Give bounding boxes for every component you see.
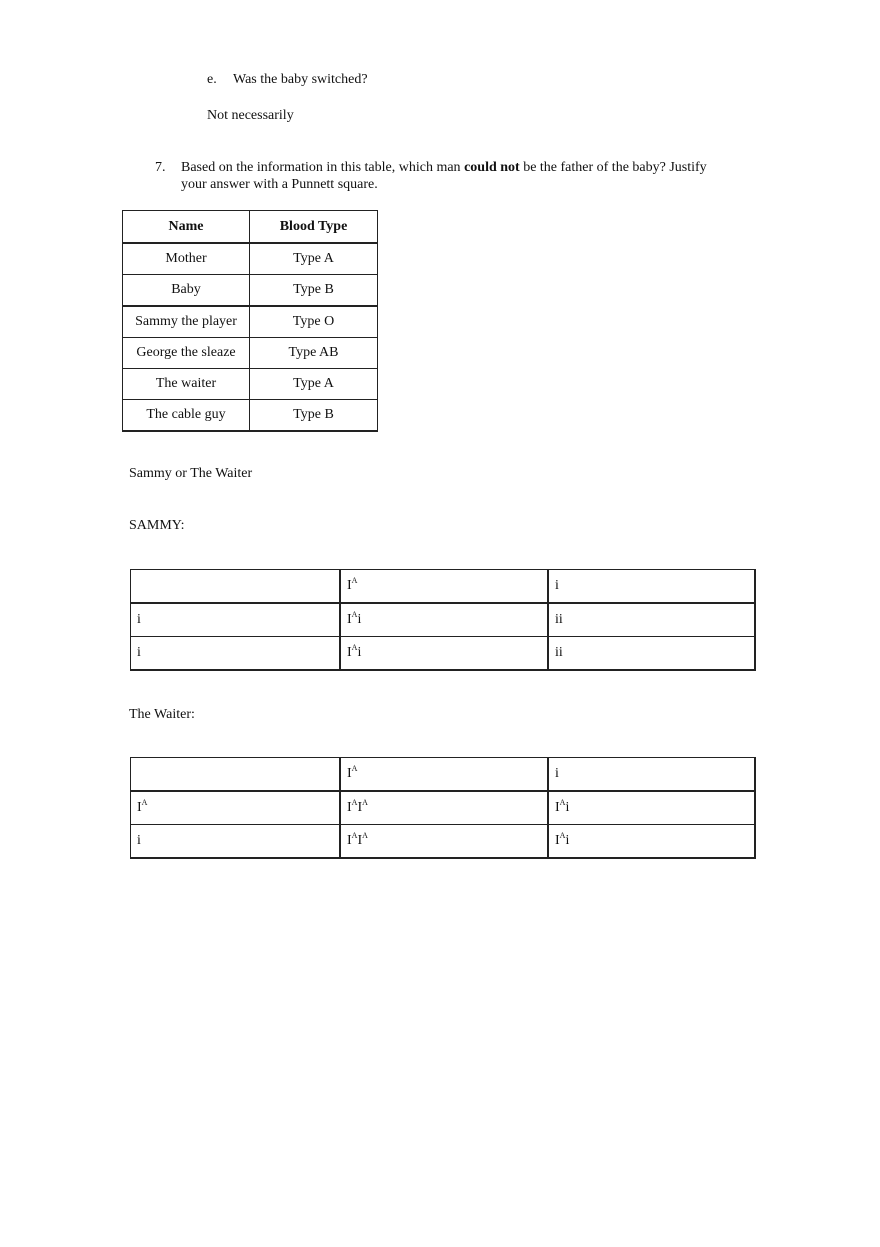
punnett-row <box>131 758 756 792</box>
punnett-cell: $I^Ai$ <box>340 603 548 637</box>
cell-blood-type: Type B <box>250 400 378 432</box>
question-7-text-after: be the father of the baby? Justify <box>519 160 707 175</box>
punnett-cell: ii <box>548 603 755 637</box>
cell-name: The waiter <box>123 369 250 400</box>
punnett-cell <box>131 570 341 604</box>
cell-blood-type: Type O <box>250 306 378 338</box>
waiter-punnett-square <box>130 757 756 859</box>
question-e-answer: Not necessarily <box>207 108 294 123</box>
cell-blood-type: Type A <box>250 243 378 275</box>
punnett-row <box>131 603 756 637</box>
table-header-row <box>123 211 378 244</box>
header-name: Name <box>123 211 250 244</box>
question-7-number: 7. <box>155 160 166 175</box>
sammy-label: SAMMY: <box>129 518 185 533</box>
question-7-line2: your answer with a Punnett square. <box>181 177 378 192</box>
cell-name: Sammy the player <box>123 306 250 338</box>
table-row <box>123 338 378 369</box>
punnett-cell: $I^A$ <box>340 570 548 604</box>
punnett-cell: $I^AI^A$ <box>340 825 548 859</box>
punnett-cell <box>131 758 341 792</box>
sammy-punnett-square <box>130 569 756 671</box>
table-row <box>123 369 378 400</box>
question-e-text: Was the baby switched? <box>233 72 368 87</box>
punnett-cell: i <box>548 570 755 604</box>
cell-blood-type: Type AB <box>250 338 378 369</box>
punnett-cell: $I^AI^A$ <box>340 791 548 825</box>
question-7-text-before: Based on the information in this table, which man <box>181 160 465 175</box>
punnett-cell: i <box>131 825 341 859</box>
table-row <box>123 400 378 432</box>
punnett-cell: i <box>548 758 755 792</box>
punnett-row <box>131 825 756 859</box>
cell-name: The cable guy <box>123 400 250 432</box>
cell-name: Baby <box>123 275 250 307</box>
punnett-row <box>131 791 756 825</box>
punnett-cell: $I^A$ <box>131 791 341 825</box>
punnett-cell: $I^Ai$ <box>340 637 548 671</box>
cell-name: Mother <box>123 243 250 275</box>
cell-blood-type: Type B <box>250 275 378 307</box>
punnett-cell: $I^A$ <box>340 758 548 792</box>
table-row <box>123 275 378 307</box>
punnett-cell: $I^Ai$ <box>548 825 755 859</box>
question-7-text <box>181 160 707 176</box>
cell-blood-type: Type A <box>250 369 378 400</box>
waiter-label: The Waiter: <box>129 707 195 722</box>
header-blood-type: Blood Type <box>250 211 378 244</box>
answer-line: Sammy or The Waiter <box>129 466 253 481</box>
punnett-cell: i <box>131 637 341 671</box>
blood-type-table <box>122 210 378 432</box>
punnett-row <box>131 570 756 604</box>
cell-name: George the sleaze <box>123 338 250 369</box>
question-e-marker: e. <box>207 72 217 87</box>
punnett-cell: $I^Ai$ <box>548 791 755 825</box>
table-row <box>123 306 378 338</box>
question-7-text-bold: could not <box>464 160 520 175</box>
punnett-cell: ii <box>548 637 755 671</box>
punnett-row <box>131 637 756 671</box>
table-row <box>123 243 378 275</box>
punnett-cell: i <box>131 603 341 637</box>
